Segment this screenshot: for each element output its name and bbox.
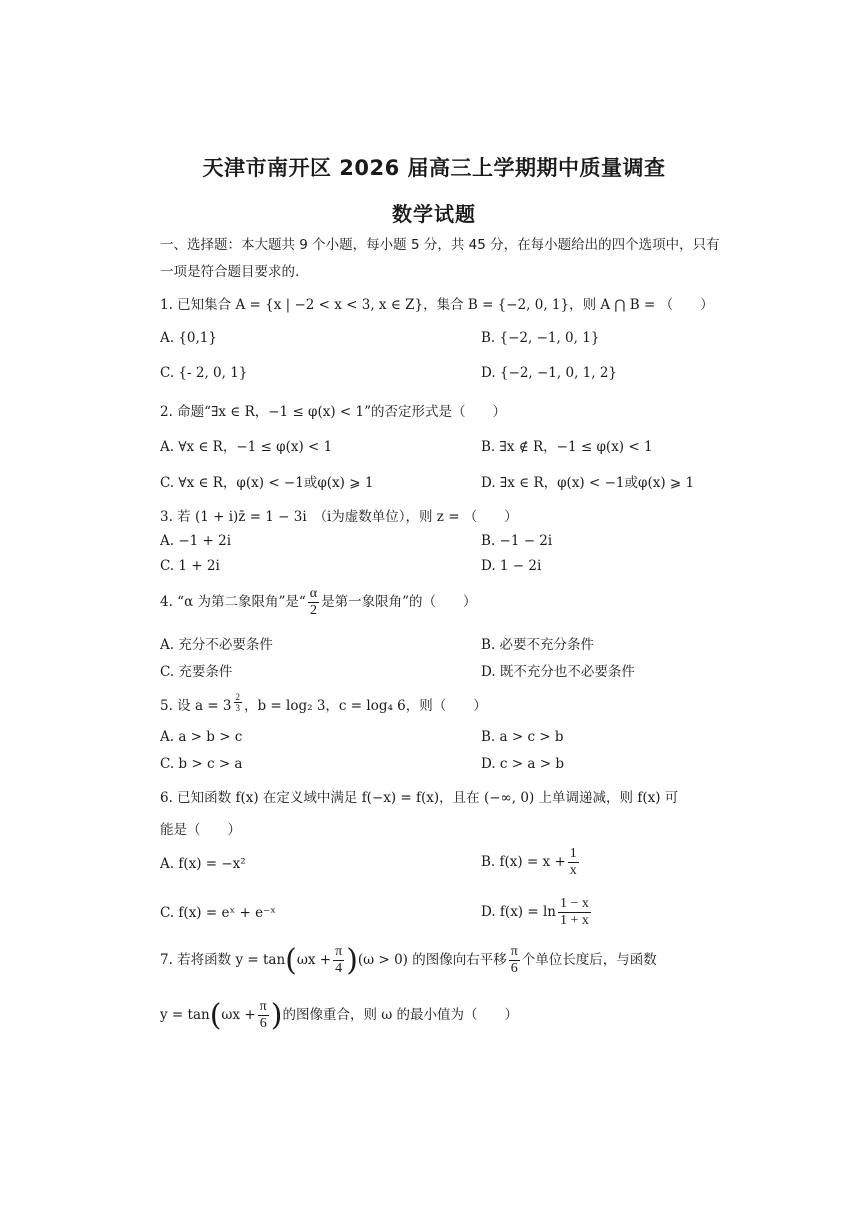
question-4-option-b: B. 必要不充分条件 [481, 637, 595, 653]
question-1-option-c: C. {- 2, 0, 1} [160, 365, 248, 381]
question-5-stem-start: 5. 设 a = 3 [160, 698, 232, 714]
fraction-denominator: x [569, 863, 577, 878]
question-6-option-b [481, 846, 581, 879]
question-5-option-a: A. a > b > c [160, 729, 243, 745]
question-4-stem [160, 586, 477, 619]
question-7-text-end: 个单位长度后，与函数 [521, 952, 657, 968]
question-7-text-middle: (ω > 0) 的图像向右平移 [357, 952, 507, 968]
fraction-denominator: 1 + x [559, 913, 589, 928]
alpha-over-2-fraction [308, 586, 319, 619]
fraction-numerator: π [259, 999, 267, 1014]
question-5-option-b: B. a > c > b [481, 729, 564, 745]
question-5-stem [160, 692, 487, 714]
question-7-line-2-end: 的图像重合，则 ω 的最小值为（ ） [282, 1007, 519, 1023]
fraction-numerator: π [335, 944, 343, 959]
fraction-denominator: 6 [510, 961, 518, 976]
question-2-option-d: D. ∃x ∈ R，φ(x) < −1或φ(x) ⩾ 1 [481, 475, 695, 491]
question-3-option-b: B. −1 − 2i [481, 533, 553, 549]
question-7-stem-line-2 [160, 998, 518, 1033]
right-paren: ) [270, 998, 283, 1033]
exam-title: 天津市南开区 2026 届高三上学期期中质量调查 [202, 156, 666, 180]
fraction-numerator: 1 − x [559, 896, 589, 911]
question-3-stem: 3. 若 (1 + i)z̄ = 1 − 3i （i为虚数单位），则 z = （ ） [160, 509, 518, 525]
question-1-option-a: A. {0,1} [160, 330, 217, 346]
question-3-option-a: A. −1 + 2i [160, 533, 232, 549]
question-4-option-a: A. 充分不必要条件 [160, 637, 273, 653]
question-6-stem-line-1: 6. 已知函数 f(x) 在定义域中满足 f(−x) = f(x)，且在 (−∞, 0) 上单调递减，则 f(x) 可 [160, 790, 679, 806]
question-3-option-c: C. 1 + 2i [160, 558, 220, 574]
fraction-denominator: 6 [259, 1016, 267, 1031]
one-over-x-fraction [568, 846, 579, 879]
question-6-stem-line-2: 能是（ ） [160, 822, 241, 838]
question-6-option-d [481, 896, 593, 929]
exam-subtitle: 数学试题 [392, 202, 476, 226]
fraction-numerator: π [510, 944, 518, 959]
question-6-option-a: A. f(x) = −x² [160, 856, 246, 872]
question-5-option-c: C. b > c > a [160, 756, 243, 772]
question-1-stem: 1. 已知集合 A = {x | −2 < x < 3, x ∈ Z}，集合 B = {−2, 0, 1}，则 A ⋂ B = （ ） [160, 297, 714, 313]
exponent-numerator: 2 [235, 692, 240, 702]
right-paren: ) [346, 943, 358, 978]
question-2-stem: 2. 命题“∃x ∈ R，−1 ≤ φ(x) < 1”的否定形式是（ ） [160, 404, 507, 420]
question-3-option-d: D. 1 − 2i [481, 558, 542, 574]
section-heading: 一、选择题：本大题共 9 个小题，每小题 5 分，共 45 分，在每小题给出的四个选项中，只有一项是符合题目要求的. [160, 237, 720, 280]
question-6-option-c: C. f(x) = eˣ + e⁻ˣ [160, 905, 276, 921]
pi-over-4-fraction [333, 944, 344, 977]
question-4-option-c: C. 充要条件 [160, 664, 233, 680]
question-4-option-d: D. 既不充分也不必要条件 [481, 664, 635, 680]
left-paren: ( [285, 943, 297, 978]
question-5-option-d: D. c > a > b [481, 756, 564, 772]
question-2-option-b: B. ∃x ∉ R，−1 ≤ φ(x) < 1 [481, 439, 653, 455]
question-1-option-b: B. {−2, −1, 0, 1} [481, 330, 600, 346]
question-7-stem-line-1 [160, 943, 657, 978]
pi-over-6-fraction [258, 999, 269, 1032]
question-2-option-a: A. ∀x ∈ R，−1 ≤ φ(x) < 1 [160, 439, 333, 455]
question-4-stem-start: 4. “α 为第二象限角”是“ [160, 594, 306, 610]
tan-argument: ωx + [221, 1007, 256, 1023]
option-d-expression: D. f(x) = ln [481, 904, 556, 920]
fraction-numerator: 1 [569, 846, 577, 861]
question-2-option-c: C. ∀x ∈ R，φ(x) < −1或φ(x) ⩾ 1 [160, 475, 374, 491]
question-5-stem-end: ，b = log₂ 3，c = log₄ 6，则（ ） [244, 698, 487, 714]
question-7-text-start: 7. 若将函数 y = tan [160, 952, 286, 968]
exponent-fraction [234, 692, 243, 713]
option-b-expression: B. f(x) = x + [481, 854, 566, 870]
fraction-denominator: 4 [335, 961, 343, 976]
fraction-denominator: 2 [309, 603, 317, 618]
pi-over-6-shift-fraction [509, 944, 520, 977]
question-4-stem-end: 是第一象限角”的（ ） [321, 594, 477, 610]
question-7-line-2-start: y = tan [160, 1007, 210, 1023]
exponent-denominator: 3 [235, 703, 240, 713]
question-1-option-d: D. {−2, −1, 0, 1, 2} [481, 365, 618, 381]
tan-argument: ωx + [296, 952, 332, 968]
fraction-numerator: α [309, 586, 318, 601]
left-paren: ( [209, 998, 222, 1033]
log-ratio-fraction [558, 896, 591, 929]
